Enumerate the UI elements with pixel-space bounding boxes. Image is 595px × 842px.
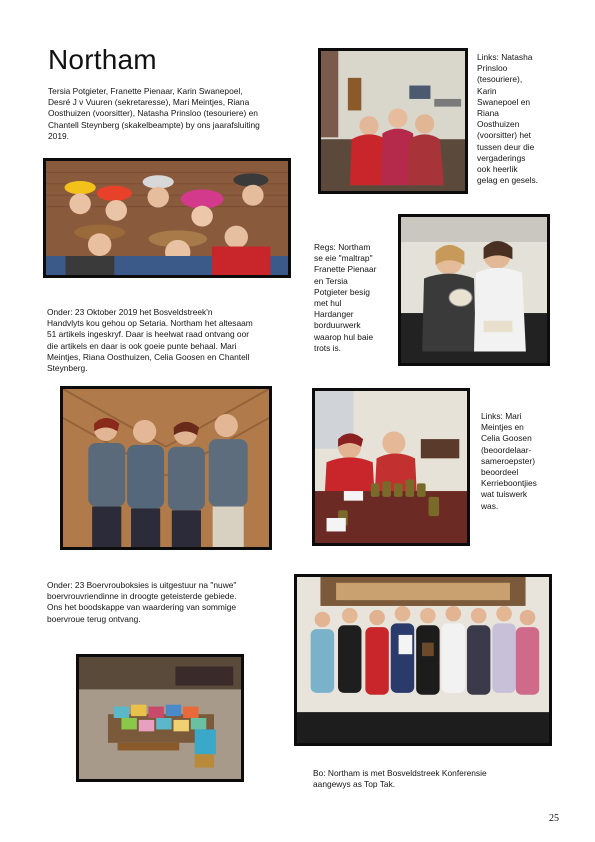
caption-bo-top-tak: Bo: Northam is met Bosveldstreek Konferensie aangewys as Top Tak. <box>313 768 487 790</box>
photo-conference-group <box>294 574 552 746</box>
photo-four-women <box>60 386 272 550</box>
caption-judges: Links: Mari Meintjes en Celia Goosen (beoordelaar- sameroepster) beoordeel Kerrieboontjies wat tuiswerk was. <box>481 411 537 511</box>
caption-intro: Tersia Potgieter, Franette Pienaar, Karin Swanepoel, Desré J v Vuuren (sekretaresse), Mari Meintjes, Riana Oosthuizen (voorsitter), Natasha Prinsloo (tesouriere) en Chantell Steynberg (skakelbeampte) by ons jaarafsluiting 2019. <box>48 86 260 141</box>
photo-group-hats <box>43 158 291 278</box>
photo-three-women-table <box>318 48 468 194</box>
caption-maltrap: Regs: Northam se eie "maltrap" Franette Pienaar en Tersia Potgieter besig met hul Hardanger borduurwerk waarop hul baie trots is. <box>314 242 377 353</box>
photo-embroidery <box>398 214 550 366</box>
caption-boxes: Onder: 23 Boervrouboksies is uitgestuur na "nuwe" boervrouvriendinne in droogte geteisterde gebiede. Ons het boodskappe van waardering van sommige boervroue terug ontvang. <box>47 580 237 624</box>
photo-boxes <box>76 654 244 782</box>
page-title: Northam <box>48 44 157 75</box>
photo-judges-jars <box>312 388 470 546</box>
caption-top-right: Links: Natasha Prinsloo (tesouriere), Karin Swanepoel en Riana Oosthuizen (voorsitter) het tussen deur die vergaderings ook heerlik gelag en gesels. <box>477 52 538 186</box>
page-number: 25 <box>549 813 559 824</box>
caption-onder-handvlyt: Onder: 23 Oktober 2019 het Bosveldstreek'n Handvlyts kou gehou op Setaria. Northam het altesaam 51 artikels ingeskryf. Daar is heelwat raad ontvang oor die artikels en daar is ook goeie punte behaal. Mari Meintjes, Riana Oosthuizen, Celia Goosen en Chantell Steynberg. <box>47 307 253 374</box>
